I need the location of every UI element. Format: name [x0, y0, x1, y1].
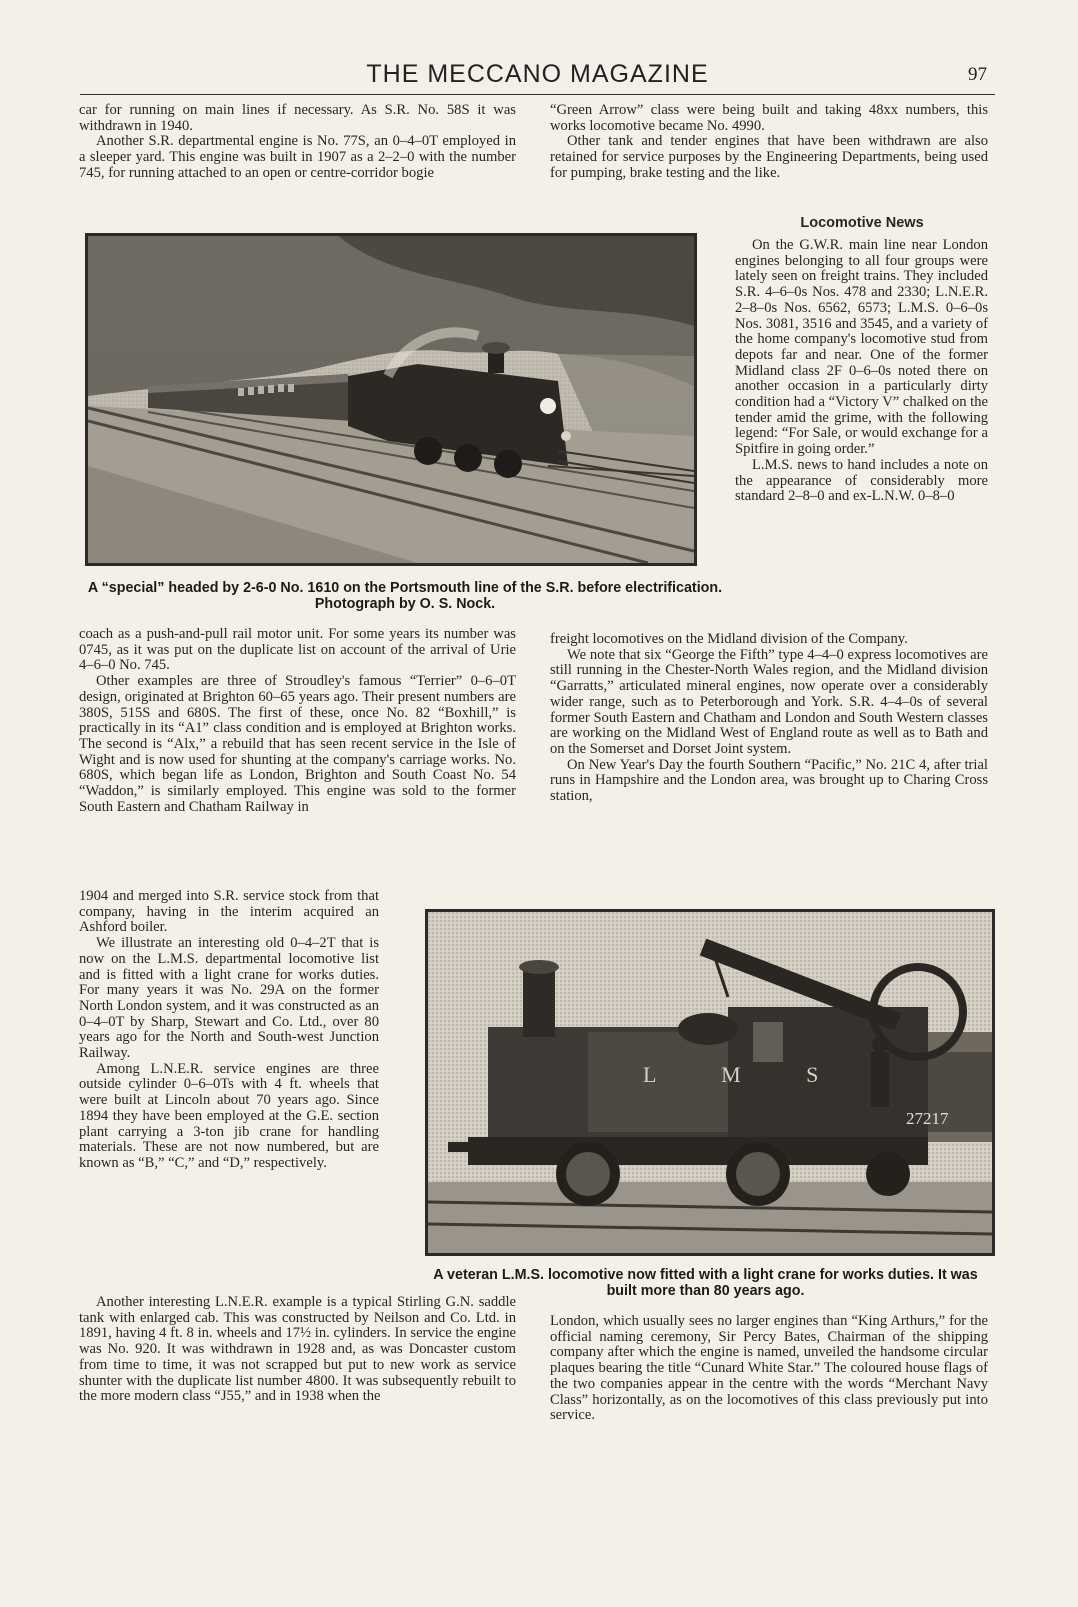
photo1-caption: A “special” headed by 2-6-0 No. 1610 on the Portsmouth line of the S.R. before electrification. Photograph by O. S. Nock.	[87, 580, 723, 612]
photo-lms-crane-locomotive	[425, 909, 995, 1256]
paragraph: coach as a push-and-pull rail motor unit. For some years its number was 0745, as it was put on the duplicate list on account of the arrival of Urie 4–6–0 No. 745.	[79, 626, 516, 674]
col2-bottom-text	[550, 1314, 988, 1424]
paragraph: London, which usually sees no larger engines than “King Arthurs,” for the official naming ceremony, Sir Percy Bates, Chairman of the shipping company after which the engine is named, unveiled the handsome circular plaques bearing the title “Cunard White Star.” The coloured house flags of the two companies appear in the centre with the words “Merchant Navy Class” horizontally, as on the locomotives of this class previously put into service.	[550, 1313, 988, 1424]
paragraph: freight locomotives on the Midland division of the Company.	[550, 631, 908, 647]
paragraph: On New Year's Day the fourth Southern “Pacific,” No. 21C 4, after trial runs in Hampshire and the London area, was brought up to Charing Cross station,	[550, 756, 988, 805]
locomotive-news-text	[735, 238, 988, 505]
col2-top-text	[550, 103, 988, 182]
paragraph: Among L.N.E.R. service engines are three outside cylinder 0–6–0Ts with 4 ft. wheels that were built at Lincoln about 70 years ago. Since 1894 they have been employed at the G.E. section plant carrying a 3-ton jib crane for handling materials. These are not now numbered, but are known as “B,” “C,” and “D,” respectively.	[79, 1060, 379, 1171]
train-photo-image	[88, 236, 694, 563]
paragraph: Other examples are three of Stroudley's famous “Terrier” 0–6–0T design, originated at Brighton 60–65 years ago. Their present numbers are 380S, 515S and 680S. The first of these, once No. 82 “Boxhill,” is practically in its “A1” class condition and is employed at Brighton works. The second is “Alx,” a rebuild that has seen recent service in the Isle of Wight and is now used for shunting at the company's carriage works. No. 680S, which began life as London, Brighton and South Coast No. 54 “Waddon,” is similarly employed. This engine was sold to the former South Eastern and Chatham Railway in	[79, 673, 516, 815]
col1-top-text	[79, 103, 516, 182]
col2-mid-text	[550, 632, 988, 805]
photo-train-special	[85, 233, 697, 566]
paragraph: 1904 and merged into S.R. service stock from that company, having in the interim acquired an Ashford boiler.	[79, 888, 379, 936]
page-header	[80, 60, 995, 95]
col1-bottom-text	[79, 1295, 516, 1405]
col1-narrow-text	[79, 889, 379, 1172]
page-number: 97	[968, 64, 987, 85]
locomotive-news-heading: Locomotive News	[800, 215, 924, 231]
loco-lettering-text: L M S	[643, 1062, 849, 1087]
loco-number-text: 27217	[906, 1109, 949, 1128]
crane-loco-photo-image	[428, 912, 992, 1253]
paragraph: Another interesting L.N.E.R. example is a typical Stirling G.N. saddle tank with enlarged cab. This was constructed by Neilson and Co. Ltd. in 1891, having 4 ft. 8 in. wheels and 17½ in. cylinders. In service the engine was No. 920. It was withdrawn in 1928 and, as was Doncaster custom from time to time, it was not scrapped but put to new work as service shunter with the duplicate list number 4800. It was subsequently rebuilt to the more modern class “J55,” and in 1938 when the	[79, 1294, 516, 1405]
paragraph: We note that six “George the Fifth” type 4–4–0 express locomotives are still running in the Chester-North Wales region, and the Midland division “Garratts,” articulated mineral engines, now operate over a considerably wider range, such as to Peterborough and York. S.R. 4–4–0s of several former South Eastern and Chatham and London and South Western classes are working on the Midland West of England route as well as to Bath and on the Somerset and Dorset Joint system.	[550, 646, 988, 757]
paragraph: car for running on main lines if necessary. As S.R. No. 58S it was withdrawn in 1940.	[79, 102, 516, 134]
col1-mid-text	[79, 627, 516, 815]
masthead: THE MECCANO MAGAZINE	[366, 60, 709, 88]
paragraph: We illustrate an interesting old 0–4–2T that is now on the L.M.S. departmental locomotive list and is fitted with a light crane for works duties. For many years it was No. 29A on the former North London system, and it was constructed as an 0–4–0T by Sharp, Stewart and Co. Ltd., over 80 years ago for the North and South-west Junction Railway.	[79, 935, 379, 1062]
paragraph: “Green Arrow” class were being built and taking 48xx numbers, this works locomotive became No. 4990.	[550, 102, 988, 134]
paragraph: Another S.R. departmental engine is No. 77S, an 0–4–0T employed in a sleeper yard. This engine was built in 1907 as a 2–2–0 with the number 745, for running attached to an open or centre-corridor bogie	[79, 133, 516, 181]
paragraph: On the G.W.R. main line near London engines belonging to all four groups were lately seen on freight trains. They included S.R. 4–6–0s Nos. 478 and 2330; L.N.E.R. 2–8–0s Nos. 6562, 6573; L.M.S. 0–6–0s Nos. 3081, 3516 and 3545, and a variety of the home company's locomotive stud from depots far and near. One of the former Midland class 2F 0–6–0s noted there on another occasion in a particularly dirty condition had a “Victory V” chalked on the tender amid the grime, with the following legend: “For Sale, or would exchange for a Spitfire in going order.”	[735, 237, 988, 458]
paragraph: L.M.S. news to hand includes a note on the appearance of considerably more standard 2–8–0 and ex-L.N.W. 0–8–0	[735, 456, 988, 505]
paragraph: Other tank and tender engines that have been withdrawn are also retained for service purposes by the Engineering Departments, being used for pumping, brake testing and the like.	[550, 133, 988, 181]
photo2-caption: A veteran L.M.S. locomotive now fitted with a light crane for works duties. It was built more than 80 years ago.	[433, 1267, 978, 1299]
